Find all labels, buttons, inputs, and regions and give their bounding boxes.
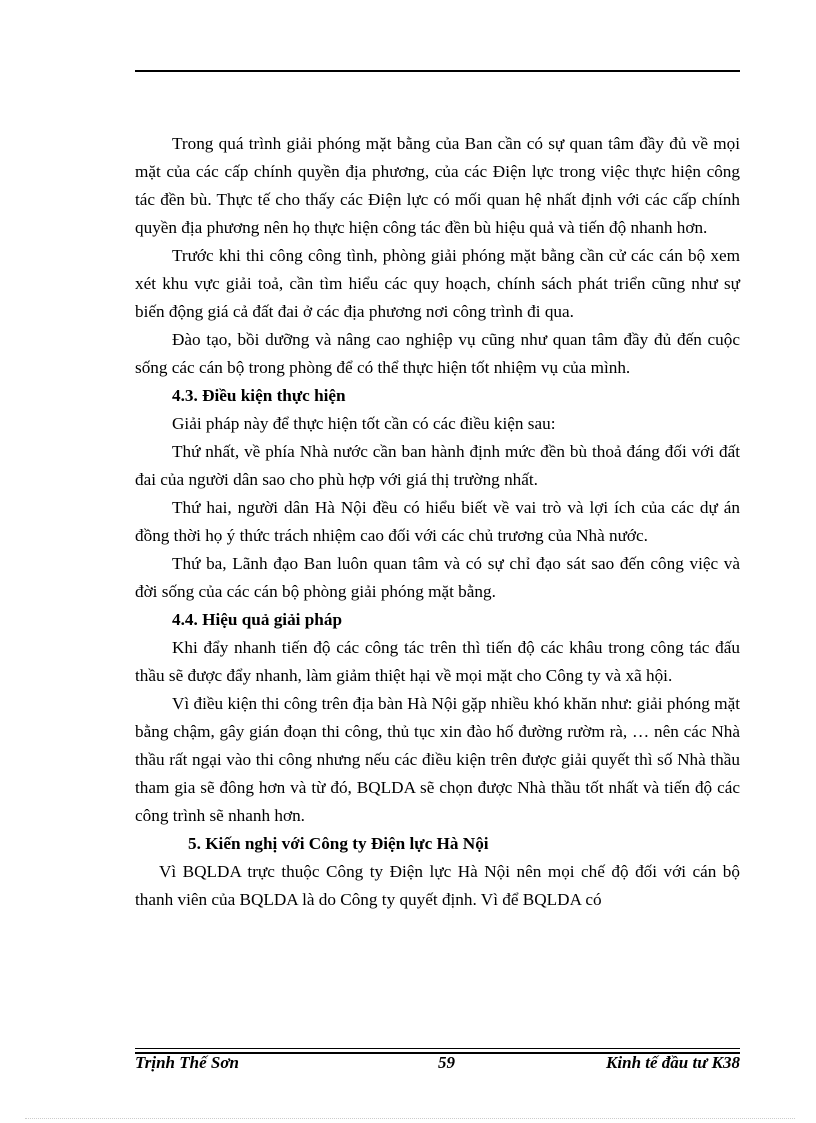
paragraph: Trước khi thi công công tình, phòng giải phóng mặt bằng cần cử các cán bộ xem xét khu vực giải toả, cần tìm hiểu các quy hoạch, chính sách phát triển cũng như sự biến động giá cả đất đai ở các địa phương nơi công trình đi qua. [135, 246, 740, 321]
section-heading-4-4: 4.4. Hiệu quả giải pháp [172, 610, 343, 629]
footer-page-number: 59 [438, 1053, 455, 1072]
footer-course: Kinh tế đầu tư K38 [606, 1053, 740, 1072]
footer-author: Trịnh Thế Sơn [135, 1053, 239, 1072]
document-body [135, 130, 740, 914]
paragraph: Giải pháp này để thực hiện tốt cần có các điều kiện sau: [172, 414, 556, 433]
paragraph: Thứ nhất, về phía Nhà nước cần ban hành định mức đền bù thoả đáng đối với đất đai của người dân sao cho phù hợp với giá thị trường nhất. [135, 442, 740, 489]
page-footer [135, 1053, 740, 1077]
header-rule [135, 70, 740, 72]
paragraph: Vì điều kiện thi công trên địa bàn Hà Nội gặp nhiều khó khăn như: giải phóng mặt bằng chậm, gây gián đoạn thi công, thủ tục xin đào hố đường rườm rà, … nên các Nhà thầu rất ngại vào thi công nhưng nếu các điều kiện trên được giải quyết thì số Nhà thầu tham gia sẽ đông hơn và từ đó, BQLDA sẽ chọn được Nhà thầu tốt nhất và tiến độ các công trình sẽ nhanh hơn. [135, 694, 740, 825]
section-heading-5: 5. Kiến nghị với Công ty Điện lực Hà Nội [188, 834, 489, 853]
paragraph: Vì BQLDA trực thuộc Công ty Điện lực Hà Nội nên mọi chế độ đối với cán bộ thanh viên của BQLDA là do Công ty quyết định. Vì để BQLDA có [135, 862, 740, 909]
paragraph: Thứ hai, người dân Hà Nội đều có hiểu biết về vai trò và lợi ích của các dự án đồng thời họ ý thức trách nhiệm cao đối với các chủ trương của Nhà nước. [135, 498, 740, 545]
paragraph: Thứ ba, Lãnh đạo Ban luôn quan tâm và có sự chỉ đạo sát sao đến công việc và đời sống của các cán bộ phòng giải phóng mặt bằng. [135, 554, 740, 601]
paragraph: Đào tạo, bồi dưỡng và nâng cao nghiệp vụ cũng như quan tâm đầy đủ đến cuộc sống các cán bộ trong phòng để có thể thực hiện tốt nhiệm vụ của mình. [135, 330, 740, 377]
footer-rule-thin [135, 1048, 740, 1049]
section-heading-4-3: 4.3. Điều kiện thực hiện [172, 386, 346, 405]
page-bottom-dotted-line [25, 1118, 795, 1119]
paragraph: Trong quá trình giải phóng mặt bằng của Ban cần có sự quan tâm đầy đủ về mọi mặt của các cấp chính quyền địa phương, của các Điện lực trong việc thực hiện công tác đền bù. Thực tế cho thấy các Điện lực có mối quan hệ nhất định với các cấp chính quyền địa phương nên họ thực hiện công tác đền bù hiệu quả và tiến độ nhanh hơn. [135, 134, 740, 237]
paragraph: Khi đẩy nhanh tiến độ các công tác trên thì tiến độ các khâu trong công tác đấu thầu sẽ được đẩy nhanh, làm giảm thiệt hại về mọi mặt cho Công ty và xã hội. [135, 638, 740, 685]
